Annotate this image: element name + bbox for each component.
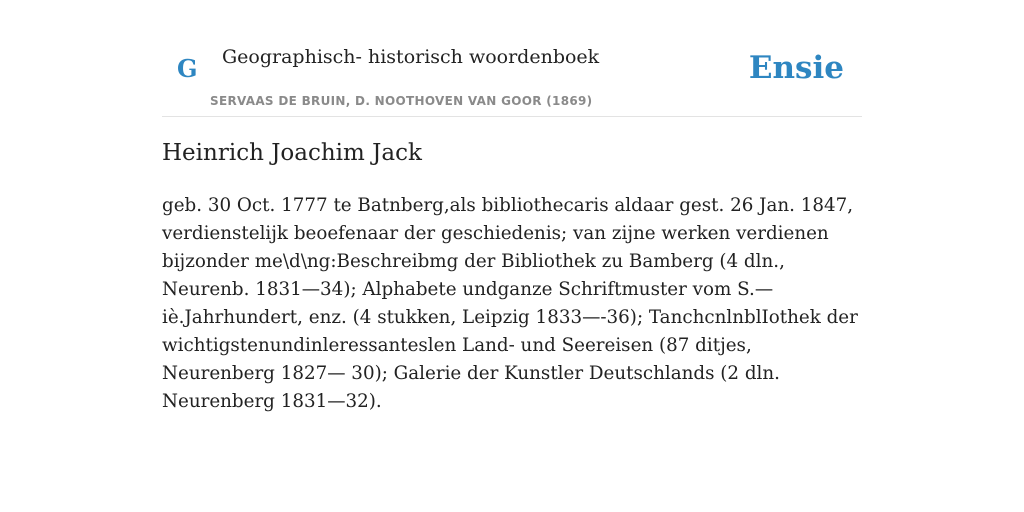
ensie-logo[interactable]: Ensie xyxy=(748,50,844,86)
entry-title: Heinrich Joachim Jack xyxy=(162,140,422,166)
book-letter-badge[interactable]: G xyxy=(177,54,198,83)
book-title-link[interactable]: Geographisch- historisch woordenboek xyxy=(222,46,600,68)
book-authors: SERVAAS DE BRUIN, D. NOOTHOVEN VAN GOOR (1869) xyxy=(210,94,593,108)
entry-body: geb. 30 Oct. 1777 te Batnberg,als bibliothecaris aldaar gest. 26 Jan. 1847, verdienstelijk beoefenaar der geschiedenis; van zijne werken verdienen bijzonder me\d\ng:Beschreibmg der Bibliothek zu Bamberg (4 dln., Neurenb. 1831—34); Alphabete undganze Schriftmuster vom S.—iè.Jahrhundert, enz. (4 stukken, Leipzig 1833—-36); TanchcnlnblIothek der wichtigstenundinleressanteslen Land- und Seereisen (87 ditjes, Neurenberg 1827— 30); Galerie der Kunstler Deutschlands (2 dln. Neurenberg 1831—32). xyxy=(162,195,858,412)
book-header xyxy=(162,40,862,117)
